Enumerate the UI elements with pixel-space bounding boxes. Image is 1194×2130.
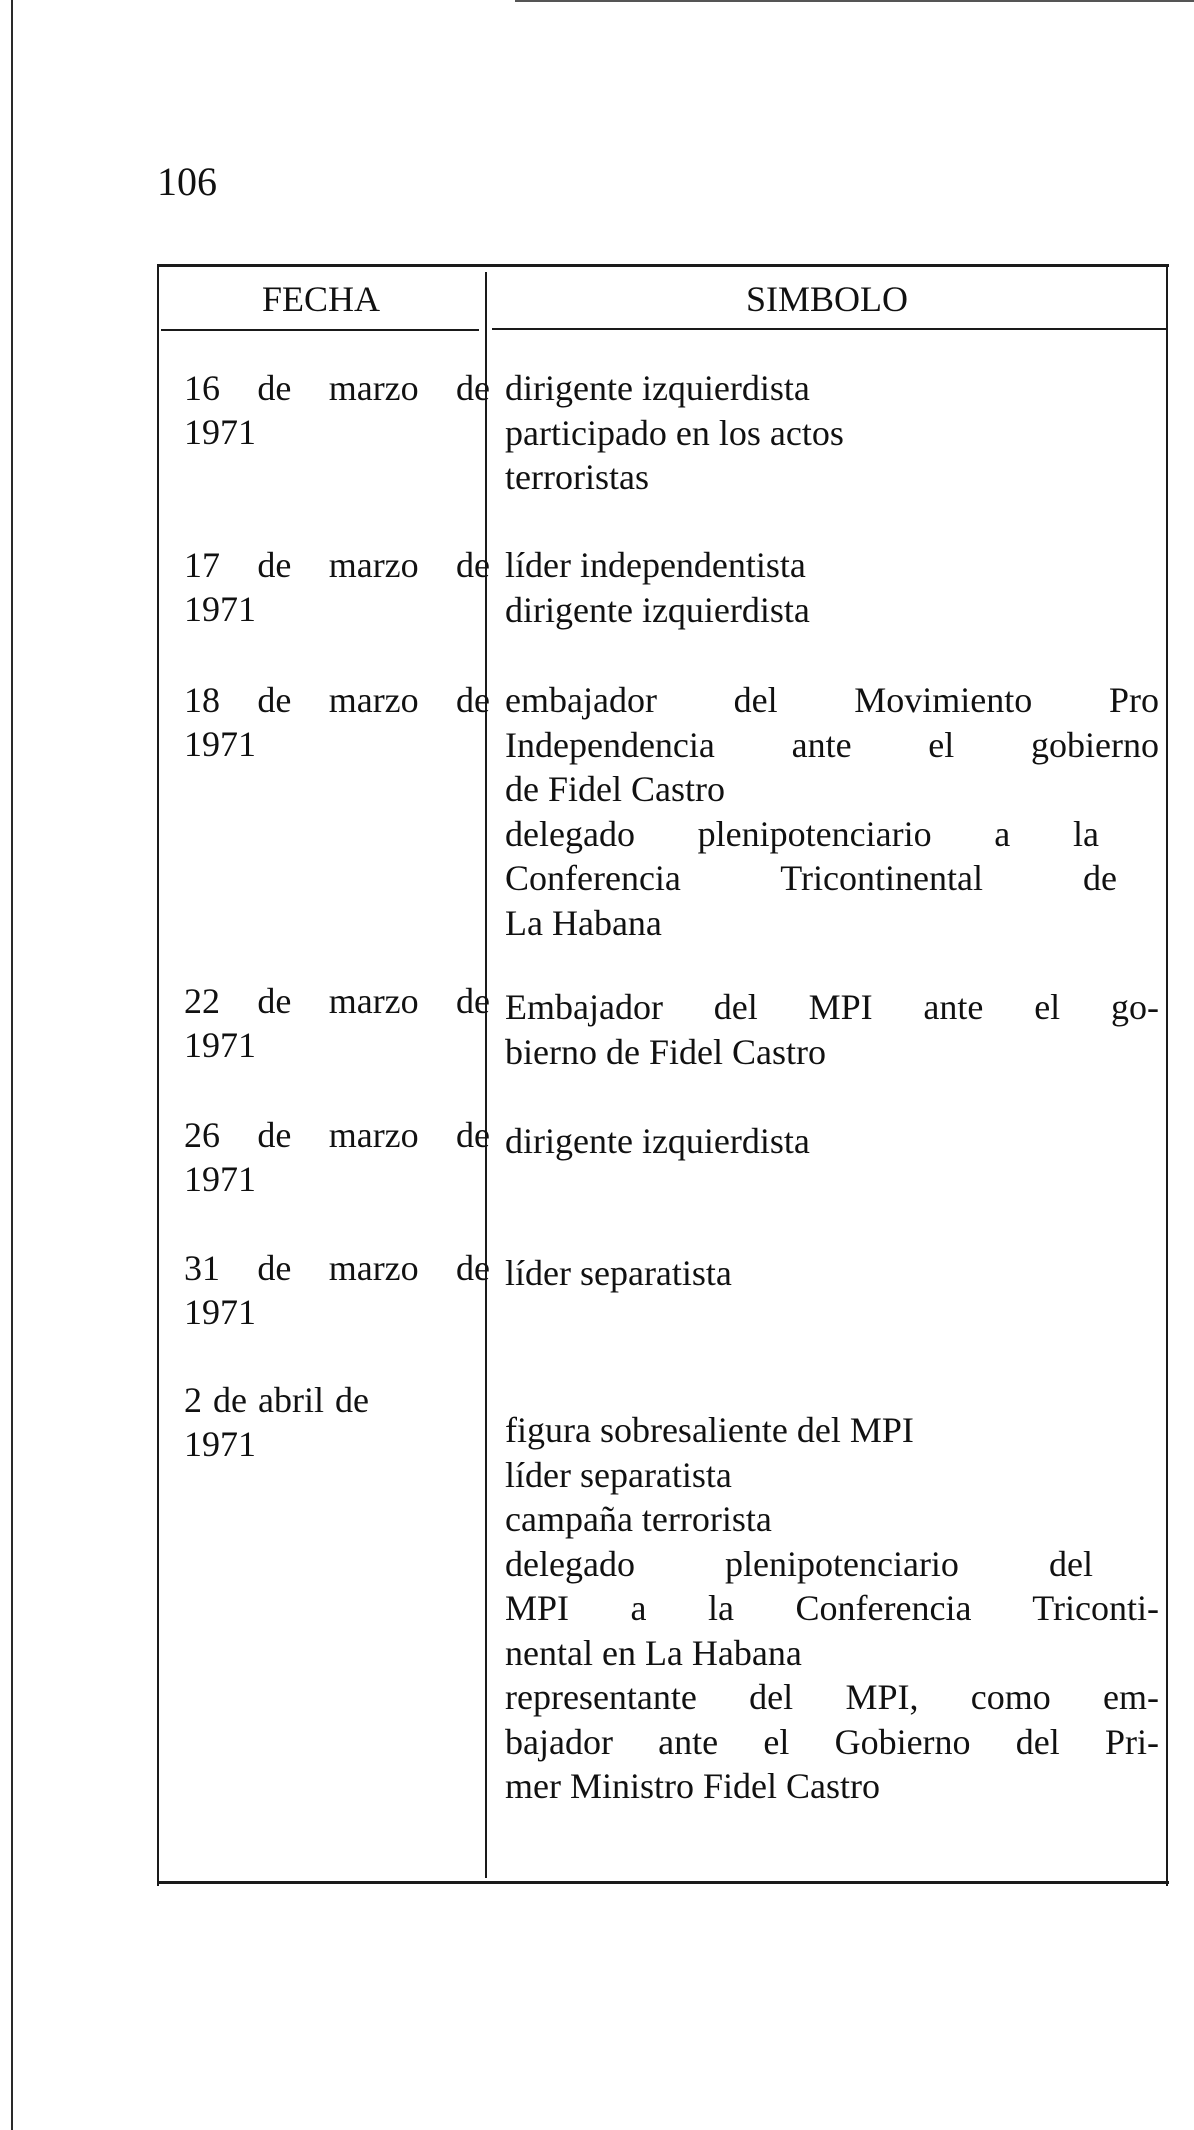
symbol-line: nental en La Habana bbox=[505, 1632, 802, 1673]
symbol-line: mer Ministro Fidel Castro bbox=[505, 1766, 880, 1806]
header-rule-symbol bbox=[492, 328, 1166, 330]
symbol-cell bbox=[505, 1251, 1159, 1296]
date-text: 31 de marzo de bbox=[184, 1248, 490, 1288]
symbol-cell bbox=[505, 366, 1159, 500]
symbol-line: terroristas bbox=[505, 457, 649, 497]
symbol-line: bierno de Fidel Castro bbox=[505, 1031, 826, 1072]
symbol-line: figura sobresaliente del MPI bbox=[505, 1410, 914, 1450]
symbol-line: Embajador del MPI ante el go- bbox=[505, 987, 1159, 1027]
symbol-line: La Habana bbox=[505, 902, 662, 943]
year-text: 1971 bbox=[184, 1292, 256, 1332]
symbol-cell bbox=[505, 1119, 1159, 1164]
symbol-line: líder separatista bbox=[505, 1454, 732, 1495]
date-text: 16 de marzo de bbox=[184, 368, 490, 408]
date-text: 17 de marzo de bbox=[184, 545, 490, 585]
column-header-date: FECHA bbox=[261, 279, 381, 319]
year-text: 1971 bbox=[184, 724, 256, 764]
year-text: 1971 bbox=[184, 412, 256, 452]
symbol-line: MPI a la Conferencia Triconti- bbox=[505, 1588, 1159, 1628]
date-cell bbox=[184, 678, 490, 766]
year-text: 1971 bbox=[184, 1159, 256, 1199]
symbol-line: delegado plenipotenciario a la bbox=[505, 813, 1099, 854]
symbol-cell bbox=[505, 985, 1159, 1074]
symbol-cell bbox=[505, 543, 1159, 632]
symbol-line: campaña terrorista bbox=[505, 1499, 772, 1539]
column-header-symbol: SIMBOLO bbox=[745, 279, 909, 319]
table-left-rule bbox=[157, 264, 159, 1886]
symbol-line: líder separatista bbox=[505, 1253, 732, 1293]
date-text: 2 de abril de bbox=[184, 1380, 369, 1420]
table-top-rule bbox=[157, 264, 1169, 267]
symbol-line: de Fidel Castro bbox=[505, 769, 725, 809]
symbol-line: participado en los actos bbox=[505, 412, 844, 453]
symbol-line: dirigente izquierdista bbox=[505, 589, 810, 630]
date-cell bbox=[184, 1246, 490, 1334]
table-bottom-rule bbox=[157, 1881, 1169, 1884]
year-text: 1971 bbox=[184, 1025, 256, 1065]
symbol-line: embajador del Movimiento Pro bbox=[505, 680, 1159, 720]
symbol-line: bajador ante el Gobierno del Pri- bbox=[505, 1721, 1159, 1762]
symbol-cell bbox=[505, 1408, 1159, 1809]
year-text: 1971 bbox=[184, 1424, 256, 1464]
column-divider bbox=[485, 272, 487, 1878]
date-symbol-table bbox=[157, 264, 1169, 1886]
date-text: 26 de marzo de bbox=[184, 1115, 490, 1155]
date-cell bbox=[184, 543, 490, 631]
symbol-line: Conferencia Tricontinental de bbox=[505, 858, 1117, 898]
page-top-edge-rule bbox=[515, 0, 1194, 2]
date-text: 22 de marzo de bbox=[184, 981, 490, 1021]
page-left-edge-rule bbox=[11, 0, 13, 2130]
year-text: 1971 bbox=[184, 589, 256, 629]
symbol-line: representante del MPI, como em- bbox=[505, 1677, 1159, 1717]
date-cell bbox=[184, 979, 490, 1067]
date-cell bbox=[184, 1378, 490, 1466]
header-rule-date bbox=[161, 329, 479, 331]
symbol-line: dirigente izquierdista bbox=[505, 1121, 810, 1161]
symbol-line: líder independentista bbox=[505, 545, 806, 585]
symbol-line: dirigente izquierdista bbox=[505, 368, 810, 408]
page-number: 106 bbox=[157, 159, 217, 204]
symbol-cell bbox=[505, 678, 1159, 945]
date-cell bbox=[184, 1113, 490, 1201]
symbol-line: Independencia ante el gobierno bbox=[505, 724, 1159, 765]
date-text: 18 de marzo de bbox=[184, 680, 490, 720]
table-right-rule bbox=[1166, 264, 1168, 1886]
date-cell bbox=[184, 366, 490, 454]
symbol-line: delegado plenipotenciario del bbox=[505, 1543, 1093, 1584]
